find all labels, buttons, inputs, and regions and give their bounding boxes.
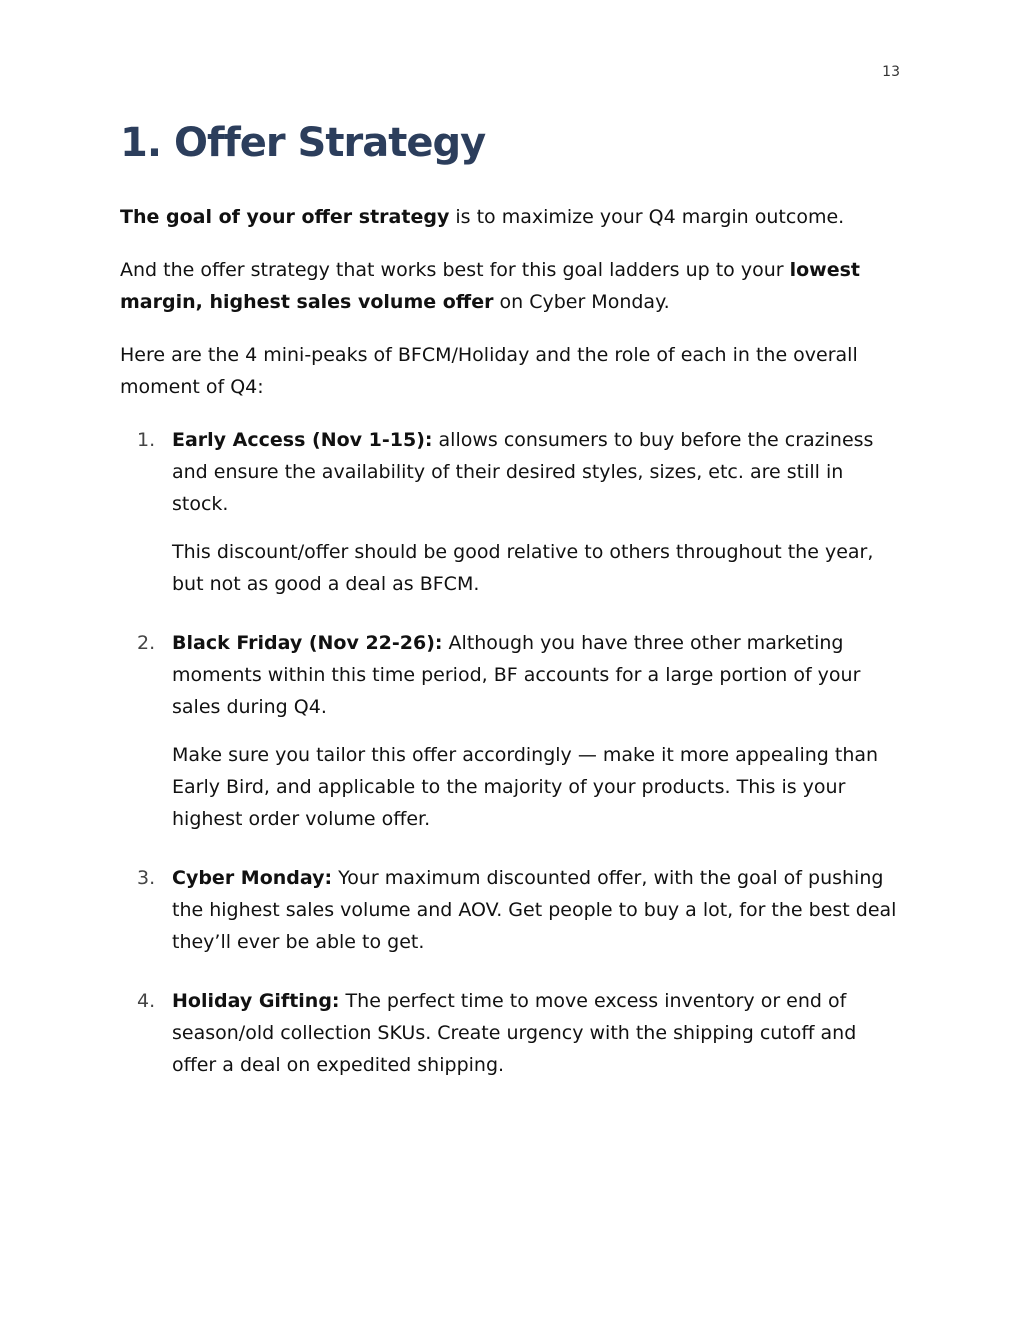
list-item-title: Early Access (Nov 1-15):	[172, 429, 433, 451]
list-item	[120, 862, 900, 958]
intro-paragraph-1	[120, 201, 900, 233]
page-number: 13	[882, 64, 900, 80]
intro-text: Here are the 4 mini-peaks of BFCM/Holiday and the role of each in the overall moment of Q4:	[120, 344, 858, 398]
intro-text: is to maximize your Q4 margin outcome.	[449, 206, 845, 228]
list-item-body: allows consumers to buy before the craziness and ensure the availability of their desired styles, sizes, etc. are still in stock.	[172, 429, 874, 515]
intro-paragraph-3	[120, 339, 900, 403]
intro-text-after: on Cyber Monday.	[493, 291, 670, 313]
list-item-text	[172, 424, 900, 520]
list-item-text	[172, 627, 900, 723]
list-item-body: Your maximum discounted offer, with the goal of pushing the highest sales volume and AOV. Get people to buy a lot, for the best deal they’ll ever be able to get.	[172, 867, 897, 953]
list-item-text	[172, 985, 900, 1081]
intro-bold: lowest margin, highest sales volume offer	[120, 259, 861, 313]
list-item-title: Cyber Monday:	[172, 867, 333, 889]
list-number: 4.	[137, 990, 156, 1012]
list-item-text	[172, 862, 900, 958]
list-item-title: Holiday Gifting:	[172, 990, 340, 1012]
list-number: 2.	[137, 632, 156, 654]
list-item	[120, 985, 900, 1081]
list-item	[120, 424, 900, 600]
list-item-body: The perfect time to move excess inventory or end of season/old collection SKUs. Create urgency with the shipping cutoff and offer a deal on expedited shipping.	[172, 990, 857, 1076]
list-number: 1.	[137, 429, 156, 451]
list-item-extra: Make sure you tailor this offer accordingly — make it more appealing than Early Bird, and applicable to the majority of your products. This is your highest order volume offer.	[172, 744, 879, 830]
intro-text: And the offer strategy that works best for this goal ladders up to your	[120, 259, 790, 281]
list-number: 3.	[137, 867, 156, 889]
intro-bold: The goal of your offer strategy	[120, 206, 450, 228]
list-item-title: Black Friday (Nov 22-26):	[172, 632, 443, 654]
list-item-extra: This discount/offer should be good relative to others throughout the year, but not as good a deal as BFCM.	[172, 541, 874, 595]
peaks-list	[120, 424, 900, 1081]
list-item	[120, 627, 900, 835]
intro-paragraph-2	[120, 254, 900, 318]
page-title: 1. Offer Strategy	[120, 120, 486, 166]
document-body	[120, 201, 900, 1108]
list-item-body: Although you have three other marketing moments within this time period, BF accounts for a large portion of your sales during Q4.	[172, 632, 861, 718]
